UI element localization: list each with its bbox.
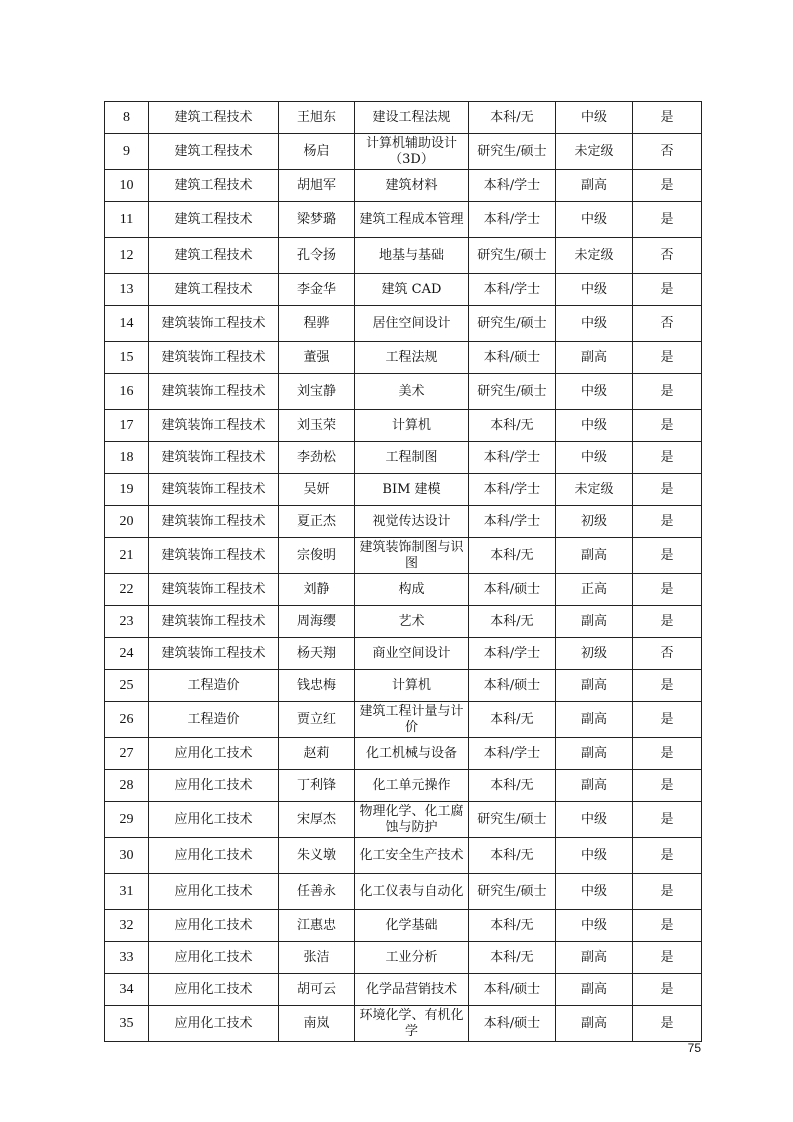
cell-major: 建筑装饰工程技术 xyxy=(149,342,279,374)
cell-professional-title: 副高 xyxy=(556,606,633,638)
cell-degree: 本科/无 xyxy=(469,770,556,802)
cell-course: 计算机辅助设计（3D） xyxy=(355,134,469,170)
cell-professional-title: 未定级 xyxy=(556,134,633,170)
cell-course: 建筑工程计量与计价 xyxy=(355,702,469,738)
cell-major: 建筑装饰工程技术 xyxy=(149,606,279,638)
cell-teacher-name: 李金华 xyxy=(279,274,355,306)
cell-degree: 研究生/硕士 xyxy=(469,134,556,170)
cell-major: 建筑工程技术 xyxy=(149,238,279,274)
cell-professional-title: 中级 xyxy=(556,874,633,910)
cell-flag: 否 xyxy=(633,306,702,342)
cell-flag: 是 xyxy=(633,274,702,306)
cell-degree: 本科/无 xyxy=(469,538,556,574)
cell-degree: 本科/学士 xyxy=(469,442,556,474)
table-row xyxy=(105,574,702,606)
cell-teacher-name: 杨启 xyxy=(279,134,355,170)
cell-major: 应用化工技术 xyxy=(149,838,279,874)
cell-professional-title: 中级 xyxy=(556,910,633,942)
cell-professional-title: 副高 xyxy=(556,702,633,738)
cell-flag: 是 xyxy=(633,474,702,506)
cell-teacher-name: 王旭东 xyxy=(279,102,355,134)
cell-teacher-name: 刘玉荣 xyxy=(279,410,355,442)
cell-professional-title: 初级 xyxy=(556,638,633,670)
cell-degree: 本科/学士 xyxy=(469,506,556,538)
cell-teacher-name: 董强 xyxy=(279,342,355,374)
table-row xyxy=(105,374,702,410)
cell-course: 地基与基础 xyxy=(355,238,469,274)
cell-major: 应用化工技术 xyxy=(149,738,279,770)
cell-professional-title: 副高 xyxy=(556,770,633,802)
cell-major: 建筑工程技术 xyxy=(149,274,279,306)
cell-flag: 是 xyxy=(633,874,702,910)
cell-degree: 本科/学士 xyxy=(469,274,556,306)
table-row xyxy=(105,506,702,538)
cell-teacher-name: 胡旭军 xyxy=(279,170,355,202)
table-row xyxy=(105,538,702,574)
cell-number: 24 xyxy=(105,638,149,670)
cell-teacher-name: 宋厚杰 xyxy=(279,802,355,838)
cell-professional-title: 中级 xyxy=(556,202,633,238)
cell-course: 化工机械与设备 xyxy=(355,738,469,770)
cell-flag: 是 xyxy=(633,802,702,838)
table-row xyxy=(105,738,702,770)
cell-teacher-name: 任善永 xyxy=(279,874,355,910)
cell-flag: 是 xyxy=(633,342,702,374)
cell-number: 14 xyxy=(105,306,149,342)
table-row xyxy=(105,342,702,374)
cell-professional-title: 未定级 xyxy=(556,238,633,274)
cell-course: 物理化学、化工腐蚀与防护 xyxy=(355,802,469,838)
cell-degree: 本科/无 xyxy=(469,102,556,134)
cell-major: 建筑工程技术 xyxy=(149,170,279,202)
cell-course: 环境化学、有机化学 xyxy=(355,1006,469,1042)
cell-teacher-name: 朱义墩 xyxy=(279,838,355,874)
cell-teacher-name: 宗俊明 xyxy=(279,538,355,574)
table-row xyxy=(105,274,702,306)
cell-teacher-name: 张洁 xyxy=(279,942,355,974)
cell-professional-title: 副高 xyxy=(556,538,633,574)
cell-major: 建筑装饰工程技术 xyxy=(149,574,279,606)
cell-number: 10 xyxy=(105,170,149,202)
cell-course: 建筑装饰制图与识图 xyxy=(355,538,469,574)
cell-flag: 是 xyxy=(633,374,702,410)
cell-course: 工程法规 xyxy=(355,342,469,374)
table-row xyxy=(105,974,702,1006)
cell-degree: 本科/硕士 xyxy=(469,974,556,1006)
table-row xyxy=(105,102,702,134)
cell-degree: 本科/无 xyxy=(469,838,556,874)
cell-professional-title: 中级 xyxy=(556,274,633,306)
cell-teacher-name: 钱忠梅 xyxy=(279,670,355,702)
cell-flag: 是 xyxy=(633,442,702,474)
cell-degree: 本科/无 xyxy=(469,606,556,638)
cell-professional-title: 中级 xyxy=(556,442,633,474)
cell-course: 构成 xyxy=(355,574,469,606)
table-row xyxy=(105,802,702,838)
cell-teacher-name: 夏正杰 xyxy=(279,506,355,538)
cell-degree: 本科/硕士 xyxy=(469,670,556,702)
cell-major: 建筑工程技术 xyxy=(149,102,279,134)
cell-major: 建筑工程技术 xyxy=(149,202,279,238)
cell-major: 建筑装饰工程技术 xyxy=(149,506,279,538)
cell-number: 13 xyxy=(105,274,149,306)
table-row xyxy=(105,202,702,238)
cell-teacher-name: 吴妍 xyxy=(279,474,355,506)
cell-flag: 是 xyxy=(633,838,702,874)
cell-course: 化学基础 xyxy=(355,910,469,942)
staff-table xyxy=(104,101,702,1042)
cell-teacher-name: 胡可云 xyxy=(279,974,355,1006)
cell-major: 应用化工技术 xyxy=(149,802,279,838)
cell-major: 建筑装饰工程技术 xyxy=(149,374,279,410)
cell-course: 化工仪表与自动化 xyxy=(355,874,469,910)
cell-course: 工程制图 xyxy=(355,442,469,474)
cell-teacher-name: 李劲松 xyxy=(279,442,355,474)
cell-degree: 研究生/硕士 xyxy=(469,306,556,342)
cell-flag: 是 xyxy=(633,410,702,442)
cell-degree: 研究生/硕士 xyxy=(469,238,556,274)
cell-course: 视觉传达设计 xyxy=(355,506,469,538)
cell-flag: 否 xyxy=(633,238,702,274)
cell-course: 建筑材料 xyxy=(355,170,469,202)
cell-flag: 是 xyxy=(633,574,702,606)
cell-degree: 本科/无 xyxy=(469,410,556,442)
cell-course: 工业分析 xyxy=(355,942,469,974)
cell-flag: 否 xyxy=(633,134,702,170)
cell-number: 25 xyxy=(105,670,149,702)
cell-course: 建筑工程成本管理 xyxy=(355,202,469,238)
cell-degree: 本科/无 xyxy=(469,702,556,738)
cell-number: 11 xyxy=(105,202,149,238)
cell-number: 17 xyxy=(105,410,149,442)
cell-teacher-name: 江惠忠 xyxy=(279,910,355,942)
cell-flag: 是 xyxy=(633,102,702,134)
table-body xyxy=(105,102,702,1042)
cell-number: 19 xyxy=(105,474,149,506)
cell-flag: 是 xyxy=(633,202,702,238)
cell-teacher-name: 贾立红 xyxy=(279,702,355,738)
cell-professional-title: 中级 xyxy=(556,102,633,134)
cell-major: 应用化工技术 xyxy=(149,974,279,1006)
cell-professional-title: 中级 xyxy=(556,802,633,838)
cell-professional-title: 初级 xyxy=(556,506,633,538)
cell-course: 计算机 xyxy=(355,670,469,702)
cell-degree: 本科/学士 xyxy=(469,738,556,770)
cell-professional-title: 中级 xyxy=(556,374,633,410)
cell-number: 33 xyxy=(105,942,149,974)
cell-number: 31 xyxy=(105,874,149,910)
cell-teacher-name: 刘宝静 xyxy=(279,374,355,410)
cell-professional-title: 副高 xyxy=(556,342,633,374)
cell-degree: 本科/无 xyxy=(469,942,556,974)
cell-course: 计算机 xyxy=(355,410,469,442)
cell-flag: 是 xyxy=(633,974,702,1006)
cell-flag: 是 xyxy=(633,1006,702,1042)
table-row xyxy=(105,134,702,170)
cell-major: 建筑装饰工程技术 xyxy=(149,306,279,342)
cell-course: 艺术 xyxy=(355,606,469,638)
cell-professional-title: 副高 xyxy=(556,738,633,770)
cell-course: 建筑 CAD xyxy=(355,274,469,306)
cell-teacher-name: 赵莉 xyxy=(279,738,355,770)
cell-professional-title: 未定级 xyxy=(556,474,633,506)
cell-flag: 是 xyxy=(633,170,702,202)
cell-number: 20 xyxy=(105,506,149,538)
cell-degree: 本科/硕士 xyxy=(469,574,556,606)
cell-major: 建筑工程技术 xyxy=(149,134,279,170)
table-row xyxy=(105,1006,702,1042)
table-row xyxy=(105,442,702,474)
cell-degree: 本科/学士 xyxy=(469,638,556,670)
cell-flag: 是 xyxy=(633,670,702,702)
cell-teacher-name: 杨天翔 xyxy=(279,638,355,670)
table-row xyxy=(105,306,702,342)
cell-teacher-name: 刘静 xyxy=(279,574,355,606)
cell-degree: 本科/学士 xyxy=(469,474,556,506)
cell-degree: 研究生/硕士 xyxy=(469,802,556,838)
cell-degree: 本科/学士 xyxy=(469,202,556,238)
cell-flag: 是 xyxy=(633,538,702,574)
cell-major: 建筑装饰工程技术 xyxy=(149,442,279,474)
cell-major: 工程造价 xyxy=(149,670,279,702)
cell-major: 建筑装饰工程技术 xyxy=(149,410,279,442)
cell-major: 应用化工技术 xyxy=(149,910,279,942)
table-row xyxy=(105,838,702,874)
cell-flag: 是 xyxy=(633,738,702,770)
cell-teacher-name: 南岚 xyxy=(279,1006,355,1042)
table-row xyxy=(105,410,702,442)
cell-degree: 本科/硕士 xyxy=(469,1006,556,1042)
cell-number: 30 xyxy=(105,838,149,874)
cell-flag: 是 xyxy=(633,506,702,538)
cell-degree: 本科/硕士 xyxy=(469,342,556,374)
table-row xyxy=(105,238,702,274)
cell-course: 化工安全生产技术 xyxy=(355,838,469,874)
cell-major: 应用化工技术 xyxy=(149,942,279,974)
cell-professional-title: 副高 xyxy=(556,670,633,702)
cell-flag: 是 xyxy=(633,606,702,638)
table-row xyxy=(105,638,702,670)
cell-number: 27 xyxy=(105,738,149,770)
table-row xyxy=(105,702,702,738)
cell-flag: 是 xyxy=(633,770,702,802)
cell-number: 29 xyxy=(105,802,149,838)
cell-course: 居住空间设计 xyxy=(355,306,469,342)
cell-professional-title: 中级 xyxy=(556,838,633,874)
table-row xyxy=(105,910,702,942)
table-row xyxy=(105,670,702,702)
cell-teacher-name: 孔令扬 xyxy=(279,238,355,274)
cell-professional-title: 副高 xyxy=(556,170,633,202)
cell-major: 建筑装饰工程技术 xyxy=(149,638,279,670)
cell-professional-title: 中级 xyxy=(556,410,633,442)
table-row xyxy=(105,770,702,802)
cell-degree: 研究生/硕士 xyxy=(469,874,556,910)
cell-major: 建筑装饰工程技术 xyxy=(149,538,279,574)
cell-course: 化学品营销技术 xyxy=(355,974,469,1006)
cell-number: 21 xyxy=(105,538,149,574)
cell-major: 工程造价 xyxy=(149,702,279,738)
cell-major: 应用化工技术 xyxy=(149,1006,279,1042)
cell-professional-title: 中级 xyxy=(556,306,633,342)
cell-flag: 否 xyxy=(633,638,702,670)
cell-number: 28 xyxy=(105,770,149,802)
cell-flag: 是 xyxy=(633,942,702,974)
cell-number: 15 xyxy=(105,342,149,374)
cell-degree: 本科/学士 xyxy=(469,170,556,202)
cell-teacher-name: 丁利锋 xyxy=(279,770,355,802)
cell-professional-title: 副高 xyxy=(556,974,633,1006)
cell-professional-title: 副高 xyxy=(556,942,633,974)
cell-course: 美术 xyxy=(355,374,469,410)
cell-teacher-name: 梁梦璐 xyxy=(279,202,355,238)
table-row xyxy=(105,606,702,638)
cell-flag: 是 xyxy=(633,702,702,738)
cell-number: 34 xyxy=(105,974,149,1006)
table-row xyxy=(105,170,702,202)
cell-course: 化工单元操作 xyxy=(355,770,469,802)
cell-professional-title: 正高 xyxy=(556,574,633,606)
table-row xyxy=(105,942,702,974)
cell-flag: 是 xyxy=(633,910,702,942)
cell-number: 12 xyxy=(105,238,149,274)
cell-course: 建设工程法规 xyxy=(355,102,469,134)
cell-number: 32 xyxy=(105,910,149,942)
table-row xyxy=(105,474,702,506)
cell-teacher-name: 周海缨 xyxy=(279,606,355,638)
cell-degree: 本科/无 xyxy=(469,910,556,942)
cell-professional-title: 副高 xyxy=(556,1006,633,1042)
cell-number: 8 xyxy=(105,102,149,134)
cell-number: 22 xyxy=(105,574,149,606)
page-number: 75 xyxy=(687,1041,701,1055)
cell-course: BIM 建模 xyxy=(355,474,469,506)
table-row xyxy=(105,874,702,910)
cell-number: 16 xyxy=(105,374,149,410)
cell-major: 应用化工技术 xyxy=(149,874,279,910)
cell-number: 23 xyxy=(105,606,149,638)
cell-major: 应用化工技术 xyxy=(149,770,279,802)
cell-number: 26 xyxy=(105,702,149,738)
cell-degree: 研究生/硕士 xyxy=(469,374,556,410)
cell-number: 18 xyxy=(105,442,149,474)
cell-number: 9 xyxy=(105,134,149,170)
cell-number: 35 xyxy=(105,1006,149,1042)
cell-teacher-name: 程骅 xyxy=(279,306,355,342)
cell-course: 商业空间设计 xyxy=(355,638,469,670)
cell-major: 建筑装饰工程技术 xyxy=(149,474,279,506)
